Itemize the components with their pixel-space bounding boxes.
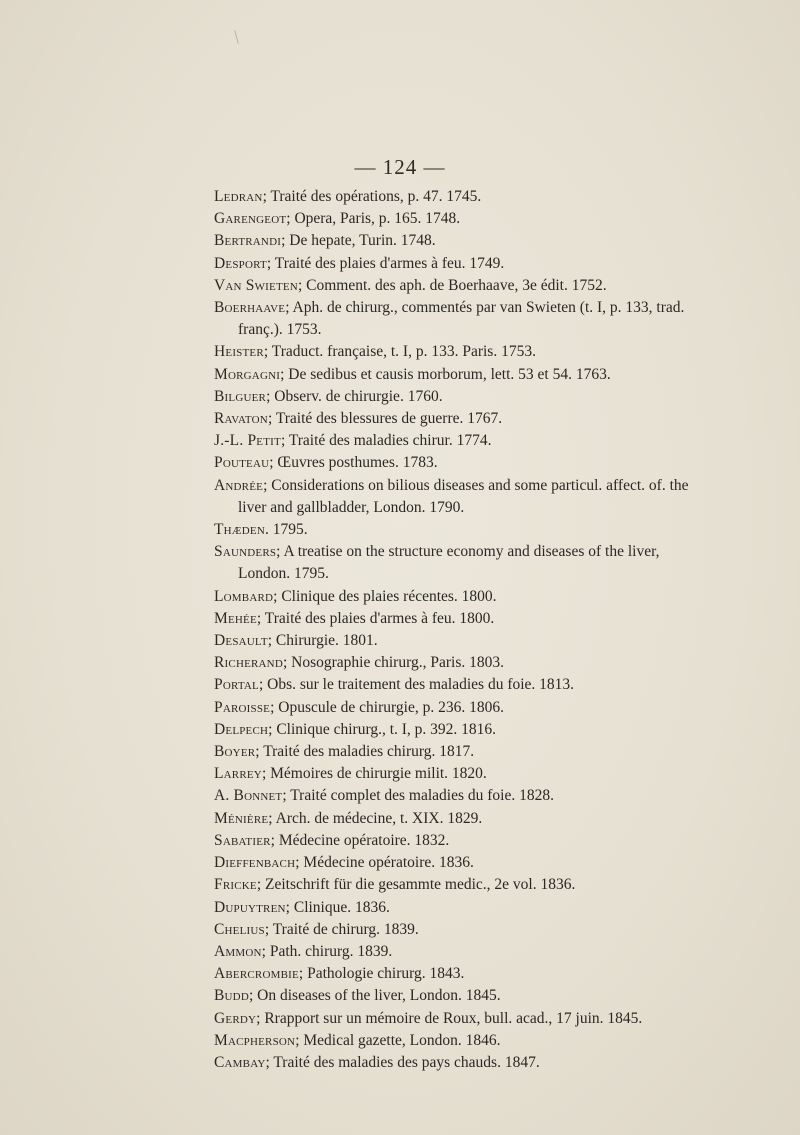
list-item: Gerdy; Rrapport sur un mémoire de Roux, bull. acad., 17 juin. 1845. [214, 1009, 643, 1027]
list-item: Lombard; Clinique des plaies récentes. 1800. [214, 587, 497, 605]
list-item: Pouteau; Œuvres posthumes. 1783. [214, 454, 438, 472]
list-item: Bilguer; Observ. de chirurgie. 1760. [214, 387, 443, 405]
bibliography-list [214, 186, 694, 1074]
list-item: Larrey; Mémoires de chirurgie milit. 1820. [214, 765, 487, 783]
list-item: Cambay; Traité des maladies des pays chauds. 1847. [214, 1053, 540, 1071]
list-item: Mehée; Traité des plaies d'armes à feu. 1800. [214, 609, 495, 627]
list-item: Bertrandi; De hepate, Turin. 1748. [214, 232, 436, 250]
list-item: Van Swieten; Comment. des aph. de Boerhaave, 3e édit. 1752. [214, 276, 607, 294]
list-item: Garengeot; Opera, Paris, p. 165. 1748. [214, 210, 461, 228]
list-item: A. Bonnet; Traité complet des maladies du foie. 1828. [214, 787, 554, 805]
list-item: Boerhaave; Aph. de chirurg., commentés par van Swieten (t. I, p. 133, trad. franç.). 1753. [214, 299, 685, 339]
list-item: Richerand; Nosographie chirurg., Paris. 1803. [214, 654, 504, 672]
list-item: Dupuytren; Clinique. 1836. [214, 898, 390, 916]
list-item: Chelius; Traité de chirurg. 1839. [214, 920, 419, 938]
list-item: Abercrombie; Pathologie chirurg. 1843. [214, 965, 465, 983]
list-item: Heister; Traduct. française, t. I, p. 133. Paris. 1753. [214, 343, 536, 361]
list-item: Macpherson; Medical gazette, London. 1846. [214, 1031, 501, 1049]
list-item: Sabatier; Médecine opératoire. 1832. [214, 831, 450, 849]
list-item: Portal; Obs. sur le traitement des maladies du foie. 1813. [214, 676, 575, 694]
list-item: J.-L. Petit; Traité des maladies chirur. 1774. [214, 432, 492, 450]
list-item: Delpech; Clinique chirurg., t. I, p. 392. 1816. [214, 720, 497, 738]
list-item: Desport; Traité des plaies d'armes à feu. 1749. [214, 254, 505, 272]
list-item: Boyer; Traité des maladies chirurg. 1817. [214, 743, 475, 761]
list-item: Ledran; Traité des opérations, p. 47. 1745. [214, 188, 482, 205]
list-item: Desault; Chirurgie. 1801. [214, 632, 378, 650]
page-number: — 124 — [354, 155, 446, 179]
list-item: Andrée; Considerations on bilious diseases and some particul. affect. of. the liver and gallbladder, London. 1790. [214, 476, 689, 516]
list-item: Paroisse; Opuscule de chirurgie, p. 236. 1806. [214, 698, 504, 716]
list-item: Ravaton; Traité des blessures de guerre. 1767. [214, 410, 503, 428]
list-item: Budd; On diseases of the liver, London. 1845. [214, 987, 501, 1005]
list-item: Thæden. 1795. [214, 521, 308, 539]
list-item: Saunders; A treatise on the structure economy and diseases of the liver, London. 1795. [214, 543, 660, 583]
list-item: Dieffenbach; Médecine opératoire. 1836. [214, 854, 474, 872]
list-item: Fricke; Zeitschrift für die gesammte medic., 2e vol. 1836. [214, 876, 576, 894]
list-item: Morgagni; De sedibus et causis morborum, lett. 53 et 54. 1763. [214, 365, 611, 383]
list-item: Ménière; Arch. de médecine, t. XIX. 1829. [214, 809, 483, 827]
paper-mark [234, 30, 239, 44]
list-item: Ammon; Path. chirurg. 1839. [214, 942, 393, 960]
